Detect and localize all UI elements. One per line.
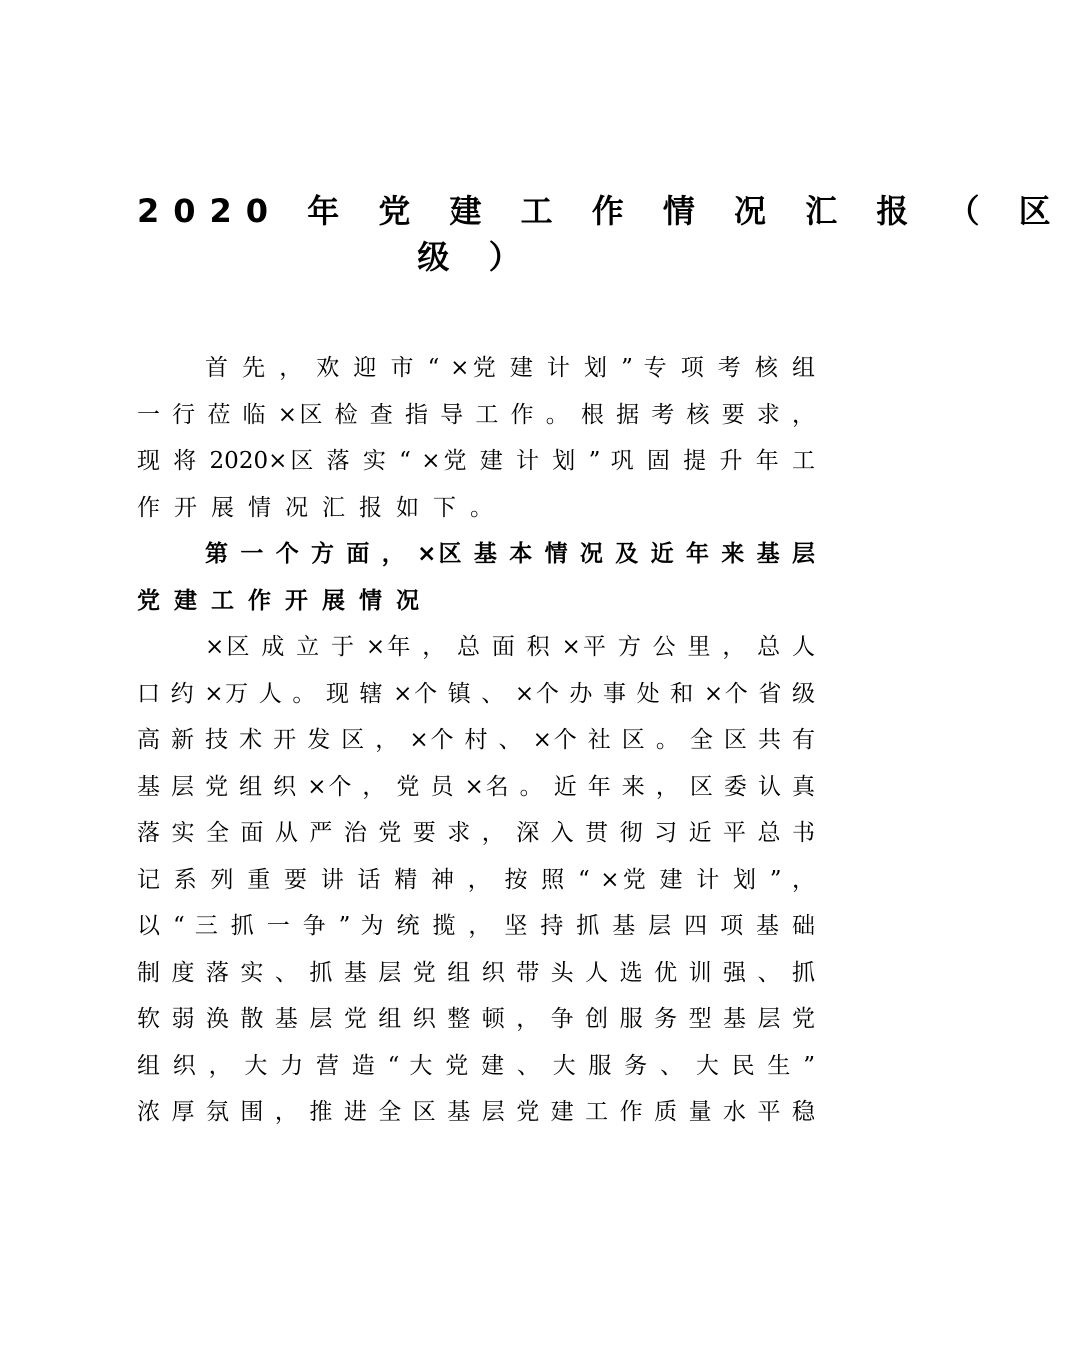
- paragraph-line: 口 约 ×万 人 。 现 辖 ×个 镇 、 ×个 办 事 处 和 ×个 省 级: [137, 680, 815, 707]
- title-line: 2020 年 党 建 工 作 情 况 汇 报 （ 区: [137, 192, 1065, 230]
- paragraph-line: 首 先 ， 欢 迎 市 “ ×党 建 计 划 ” 专 项 考 核 组: [205, 355, 815, 381]
- document-title: [137, 188, 1065, 280]
- section-heading: [137, 531, 815, 624]
- document-body: [137, 345, 815, 1136]
- paragraph-line: 记 系 列 重 要 讲 话 精 神 ， 按 照 “ ×党 建 计 划 ” ，: [137, 866, 815, 893]
- intro-paragraph: [137, 345, 815, 531]
- title-line: 级 ）: [417, 238, 535, 276]
- paragraph-line: 一 行 莅 临 ×区 检 查 指 导 工 作 。 根 据 考 核 要 求 ，: [137, 401, 815, 428]
- section-paragraph: [137, 624, 815, 1136]
- paragraph-line: ×区 成 立 于 ×年 ， 总 面 积 ×平 方 公 里 ， 总 人: [205, 634, 815, 660]
- paragraph-line: 以 “ 三 抓 一 争 ” 为 统 揽 ， 坚 持 抓 基 层 四 项 基 础: [137, 913, 815, 939]
- heading-line: 党建工作开展情况: [137, 587, 433, 614]
- paragraph-line: 浓 厚 氛 围 ， 推 进 全 区 基 层 党 建 工 作 质 量 水 平 稳: [137, 1099, 815, 1125]
- paragraph-line: 基 层 党 组 织 ×个 ， 党 员 ×名 。 近 年 来 ， 区 委 认 真: [137, 773, 815, 800]
- paragraph-line: 制 度 落 实 、 抓 基 层 党 组 织 带 头 人 选 优 训 强 、 抓: [137, 959, 815, 986]
- paragraph-line: 软 弱 涣 散 基 层 党 组 织 整 顿 ， 争 创 服 务 型 基 层 党: [137, 1006, 815, 1032]
- paragraph-line: 现 将 2020×区 落 实 “ ×党 建 计 划 ” 巩 固 提 升 年 工: [137, 448, 815, 474]
- paragraph-line: 组 织 ， 大 力 营 造 “ 大 党 建 、 大 服 务 、 大 民 生 ”: [137, 1052, 815, 1079]
- heading-line: 第 一 个 方 面 ， ×区 基 本 情 况 及 近 年 来 基 层: [205, 541, 815, 567]
- paragraph-line: 高 新 技 术 开 发 区 ， ×个 村 、 ×个 社 区 。 全 区 共 有: [137, 727, 815, 753]
- paragraph-line: 作开展情况汇报如下。: [137, 494, 507, 521]
- paragraph-line: 落 实 全 面 从 严 治 党 要 求 ， 深 入 贯 彻 习 近 平 总 书: [137, 820, 815, 846]
